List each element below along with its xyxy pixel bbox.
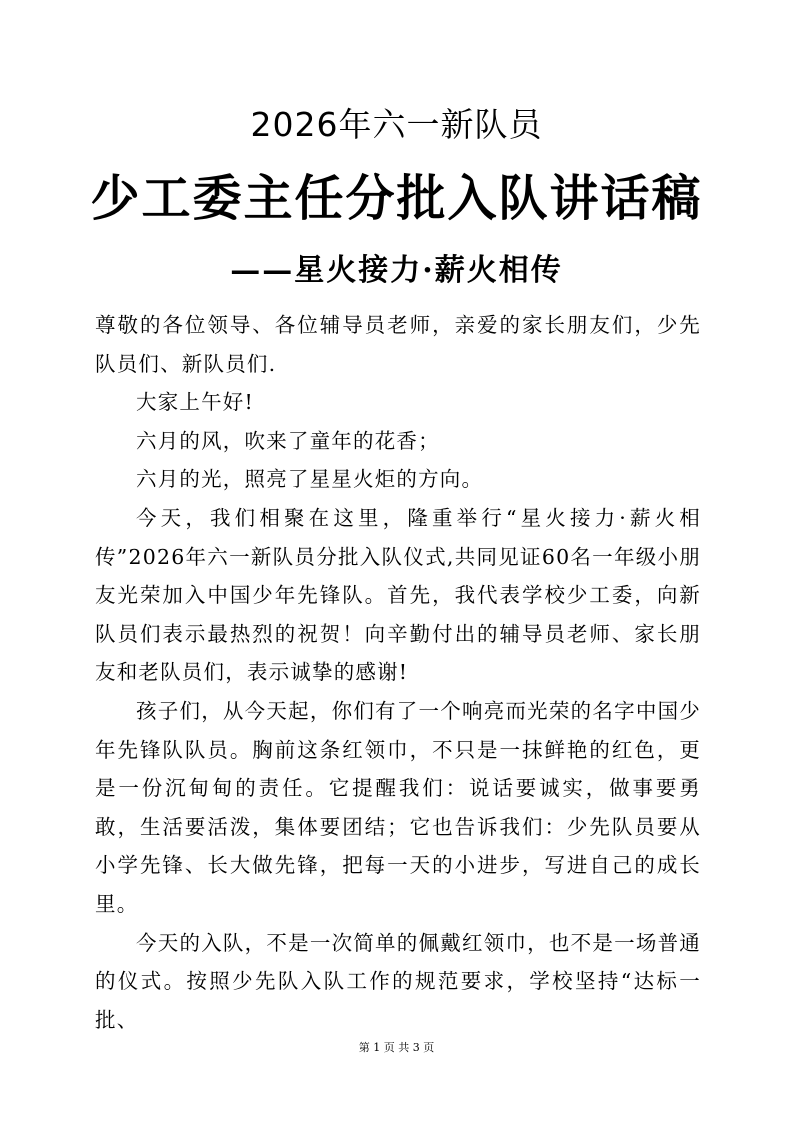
body-paragraph: 孩子们，从今天起，你们有了一个响亮而光荣的名字中国少年先锋队队员。胸前这条红领巾，不只是一抹鲜艳的红色，更是一份沉甸甸的责任。它提醒我们：说话要诚实，做事要勇敢，生活要活泼，集体要团结；它也告诉我们：少先队员要从小学先锋、长大做先锋，把每一天的小进步，写进自己的成长里。 xyxy=(95,698,701,916)
body-paragraph: 六月的光，照亮了星星火炬的方向。 xyxy=(136,467,484,492)
document-body xyxy=(95,306,701,1039)
body-paragraph: 大家上午好! xyxy=(136,390,254,415)
document-title-line-1: 2026年六一新队员 xyxy=(250,105,543,144)
body-paragraph: 今天，我们相聚在这里，隆重举行“星火接力·薪火相传”2026年六一新队员分批入队仪式,共同见证60名一年级小朋友光荣加入中国少年先锋队。首先，我代表学校少工委，向新队员们表示最热烈的祝贺！向辛勤付出的辅导员老师、家长朋友和老队员们，表示诚挚的感谢! xyxy=(95,505,701,685)
document-title-line-2: 少工委主任分批入队讲话稿 xyxy=(90,169,703,227)
greeting-paragraph: 尊敬的各位领导、各位辅导员老师，亲爱的家长朋友们，少先队员们、新队员们. xyxy=(95,313,701,376)
body-paragraph: 六月的风，吹来了童年的花香； xyxy=(136,428,440,453)
body-paragraph: 今天的入队，不是一次简单的佩戴红领巾，也不是一场普通的仪式。按照少先队入队工作的规范要求，学校坚持“达标一批、 xyxy=(95,930,701,1032)
document-subtitle: ——星火接力·薪火相传 xyxy=(230,253,563,288)
page-number-footer: 第 1 页 共 3 页 xyxy=(358,1041,435,1054)
